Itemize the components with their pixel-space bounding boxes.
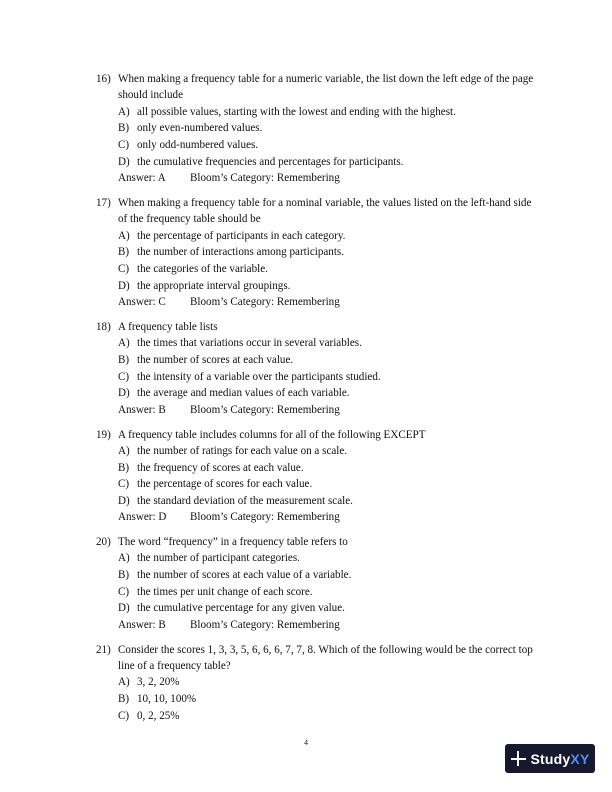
- option-d: [118, 385, 536, 402]
- option-d: [118, 600, 536, 617]
- question-text: When making a frequency table for a nominal variable, the values listed on the left-hand side of the frequency table should be: [118, 196, 532, 226]
- option-letter: A): [118, 105, 130, 118]
- option-list: [118, 550, 536, 616]
- option-text: the cumulative percentage for any given value.: [137, 602, 345, 615]
- option-a: [118, 674, 536, 691]
- option-c: [118, 369, 536, 386]
- studyxy-badge[interactable]: [505, 744, 595, 773]
- option-c: [118, 137, 536, 154]
- option-d: [118, 278, 536, 295]
- option-a: [118, 335, 536, 352]
- question-16: [96, 71, 536, 187]
- option-list: [118, 104, 536, 170]
- option-letter: C): [118, 478, 130, 491]
- answer-key: Answer: B: [118, 618, 166, 631]
- option-text: the number of participant categories.: [137, 552, 300, 565]
- option-a: [118, 104, 536, 121]
- question-stem: [96, 319, 536, 335]
- option-text: all possible values, starting with the lowest and ending with the highest.: [137, 105, 456, 118]
- option-letter: A): [118, 444, 130, 457]
- answer-key: Answer: B: [118, 403, 166, 416]
- option-c: [118, 708, 536, 725]
- bloom-category: Bloom’s Category: Remembering: [190, 172, 340, 185]
- option-letter: D): [118, 155, 130, 168]
- question-number: 17): [96, 196, 111, 209]
- option-d: [118, 154, 536, 171]
- option-text: 3, 2, 20%: [137, 676, 180, 689]
- option-text: the categories of the variable.: [137, 262, 268, 275]
- option-a: [118, 228, 536, 245]
- option-c: [118, 476, 536, 493]
- option-letter: B): [118, 693, 130, 706]
- option-text: the number of scores at each value of a variable.: [137, 569, 352, 582]
- question-21: [96, 642, 536, 725]
- option-text: the cumulative frequencies and percentages for participants.: [137, 155, 404, 168]
- question-17: [96, 195, 536, 311]
- option-d: [118, 493, 536, 510]
- option-letter: D): [118, 279, 130, 292]
- answer-line: [118, 402, 536, 419]
- answer-line: [118, 617, 536, 634]
- answer-line: [118, 170, 536, 187]
- option-b: [118, 120, 536, 137]
- answer-line: [118, 509, 536, 526]
- question-20: [96, 534, 536, 633]
- question-list: [96, 71, 536, 732]
- question-number: 18): [96, 320, 111, 333]
- option-b: [118, 460, 536, 477]
- option-letter: A): [118, 337, 130, 350]
- question-text: Consider the scores 1, 3, 3, 5, 6, 6, 6, 7, 7, 8. Which of the following would be the correct top line of a frequency table?: [118, 643, 533, 673]
- option-a: [118, 550, 536, 567]
- bloom-category: Bloom’s Category: Remembering: [190, 403, 340, 416]
- option-letter: D): [118, 494, 130, 507]
- option-text: the times that variations occur in several variables.: [137, 337, 362, 350]
- option-text: the times per unit change of each score.: [137, 585, 313, 598]
- option-b: [118, 691, 536, 708]
- option-a: [118, 443, 536, 460]
- option-letter: B): [118, 246, 130, 259]
- option-text: 10, 10, 100%: [137, 693, 197, 706]
- question-number: 21): [96, 643, 111, 656]
- option-list: [118, 228, 536, 294]
- option-text: the percentage of scores for each value.: [137, 478, 313, 491]
- answer-key: Answer: D: [118, 511, 167, 524]
- option-letter: B): [118, 122, 130, 135]
- option-letter: C): [118, 139, 130, 151]
- option-c: [118, 584, 536, 601]
- plus-icon: [511, 751, 526, 766]
- option-text: only even-numbered values.: [137, 122, 263, 135]
- option-letter: D): [118, 387, 130, 400]
- option-b: [118, 244, 536, 261]
- option-text: only odd-numbered values.: [137, 139, 259, 151]
- option-text: the frequency of scores at each value.: [137, 461, 304, 474]
- question-18: [96, 319, 536, 418]
- question-number: 16): [96, 73, 111, 85]
- option-text: 0, 2, 25%: [137, 709, 180, 722]
- option-list: [118, 674, 536, 724]
- option-text: the percentage of participants in each category.: [137, 229, 346, 242]
- bloom-category: Bloom’s Category: Remembering: [190, 296, 340, 309]
- option-b: [118, 567, 536, 584]
- option-letter: A): [118, 229, 130, 242]
- option-text: the average and median values of each variable.: [137, 387, 350, 400]
- option-letter: C): [118, 370, 130, 383]
- question-19: [96, 427, 536, 526]
- bloom-category: Bloom’s Category: Remembering: [190, 618, 340, 631]
- option-text: the appropriate interval groupings.: [137, 279, 291, 292]
- answer-line: [118, 294, 536, 311]
- question-text: A frequency table includes columns for all of the following EXCEPT: [118, 428, 426, 441]
- question-stem: [96, 195, 536, 228]
- brand-main: Study: [530, 750, 571, 767]
- option-letter: A): [118, 552, 130, 565]
- answer-key: Answer: A: [118, 172, 166, 185]
- option-list: [118, 335, 536, 401]
- page-number: 4: [304, 738, 308, 747]
- option-letter: D): [118, 602, 130, 615]
- question-text: When making a frequency table for a numeric variable, the list down the left edge of the page should include: [118, 73, 534, 102]
- question-stem: [96, 71, 536, 104]
- option-text: the intensity of a variable over the participants studied.: [137, 370, 381, 383]
- brand-accent: XY: [570, 750, 590, 767]
- option-text: the number of scores at each value.: [137, 353, 294, 366]
- question-stem: [96, 642, 536, 675]
- option-letter: C): [118, 585, 130, 598]
- option-letter: A): [118, 676, 130, 689]
- option-c: [118, 261, 536, 278]
- question-number: 20): [96, 536, 111, 549]
- question-text: The word “frequency” in a frequency table refers to: [118, 536, 348, 549]
- option-letter: B): [118, 569, 130, 582]
- question-text: A frequency table lists: [118, 320, 218, 333]
- option-letter: C): [118, 709, 130, 722]
- option-letter: B): [118, 461, 130, 474]
- option-letter: B): [118, 353, 130, 366]
- question-stem: [96, 427, 536, 443]
- option-text: the standard deviation of the measurement scale.: [137, 494, 353, 507]
- option-text: the number of interactions among participants.: [137, 246, 345, 259]
- option-list: [118, 443, 536, 509]
- option-text: the number of ratings for each value on a scale.: [137, 444, 348, 457]
- bloom-category: Bloom’s Category: Remembering: [190, 511, 340, 524]
- option-letter: C): [118, 262, 130, 275]
- option-b: [118, 352, 536, 369]
- question-number: 19): [96, 428, 111, 441]
- question-stem: [96, 534, 536, 550]
- answer-key: Answer: C: [118, 296, 166, 309]
